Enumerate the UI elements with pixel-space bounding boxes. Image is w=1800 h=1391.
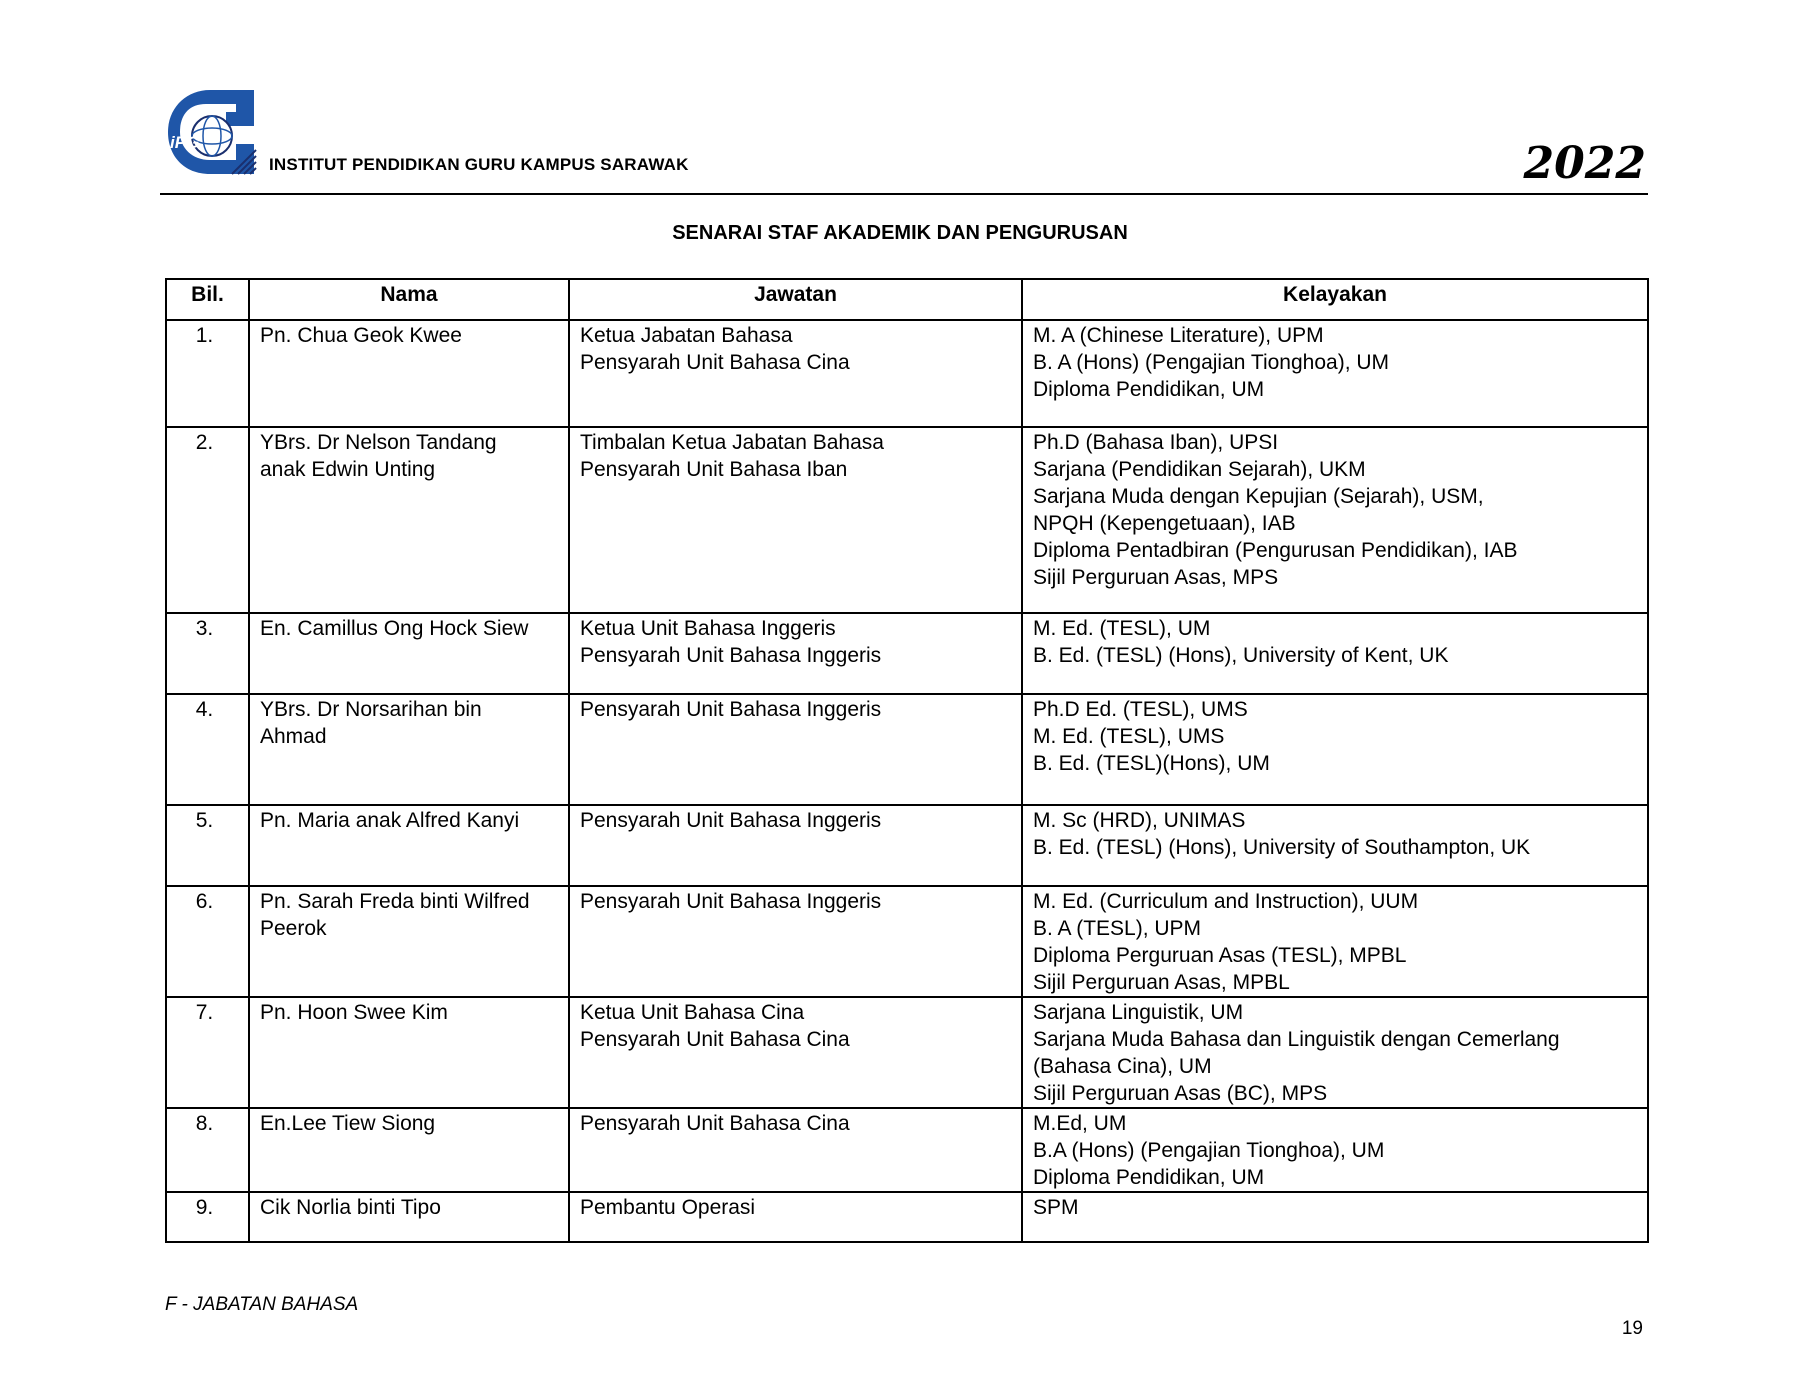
cell-kelayakan: M. Ed. (TESL), UM B. Ed. (TESL) (Hons), University of Kent, UK [1022, 613, 1648, 694]
cell-nama: Pn. Chua Geok Kwee [249, 320, 569, 427]
cell-bil: 4. [166, 694, 249, 805]
cell-jawatan: Pembantu Operasi [569, 1192, 1022, 1242]
header-bil: Bil. [166, 279, 249, 320]
cell-nama: En. Camillus Ong Hock Siew [249, 613, 569, 694]
cell-kelayakan: Sarjana Linguistik, UM Sarjana Muda Bahasa dan Linguistik dengan Cemerlang (Bahasa Cina), UM Sijil Perguruan Asas (BC), MPS [1022, 997, 1648, 1108]
cell-jawatan: Timbalan Ketua Jabatan Bahasa Pensyarah Unit Bahasa Iban [569, 427, 1022, 613]
cell-bil: 2. [166, 427, 249, 613]
table-row [166, 886, 1648, 997]
header-kelayakan: Kelayakan [1022, 279, 1648, 320]
table-row [166, 694, 1648, 805]
cell-bil: 9. [166, 1192, 249, 1242]
cell-jawatan: Pensyarah Unit Bahasa Inggeris [569, 805, 1022, 886]
cell-kelayakan: Ph.D (Bahasa Iban), UPSI Sarjana (Pendidikan Sejarah), UKM Sarjana Muda dengan Kepujian (Sejarah), USM, NPQH (Kepengetuaan), IAB Diploma Pentadbiran (Pengurusan Pendidikan), IAB Sijil Perguruan Asas, MPS [1022, 427, 1648, 613]
ipg-logo [166, 86, 258, 178]
page-title: SENARAI STAF AKADEMIK DAN PENGURUSAN [672, 222, 1128, 244]
cell-jawatan: Ketua Unit Bahasa Inggeris Pensyarah Unit Bahasa Inggeris [569, 613, 1022, 694]
table-row [166, 1108, 1648, 1192]
cell-nama: Pn. Maria anak Alfred Kanyi [249, 805, 569, 886]
table-row [166, 1192, 1648, 1242]
ipg-logo-graphic [166, 86, 258, 178]
header-jawatan: Jawatan [569, 279, 1022, 320]
institution-name: INSTITUT PENDIDIKAN GURU KAMPUS SARAWAK [269, 155, 689, 174]
cell-jawatan: Pensyarah Unit Bahasa Cina [569, 1108, 1022, 1192]
cell-jawatan: Ketua Jabatan Bahasa Pensyarah Unit Bahasa Cina [569, 320, 1022, 427]
cell-bil: 3. [166, 613, 249, 694]
footer-department: F - JABATAN BAHASA [165, 1294, 359, 1315]
cell-kelayakan: M.Ed, UM B.A (Hons) (Pengajian Tionghoa), UM Diploma Pendidikan, UM [1022, 1108, 1648, 1192]
header-nama: Nama [249, 279, 569, 320]
table-header-row [166, 279, 1648, 320]
cell-kelayakan: Ph.D Ed. (TESL), UMS M. Ed. (TESL), UMS B. Ed. (TESL)(Hons), UM [1022, 694, 1648, 805]
cell-bil: 5. [166, 805, 249, 886]
staff-table [165, 278, 1649, 1243]
cell-nama: En.Lee Tiew Siong [249, 1108, 569, 1192]
cell-nama: Pn. Sarah Freda binti Wilfred Peerok [249, 886, 569, 997]
cell-jawatan: Ketua Unit Bahasa Cina Pensyarah Unit Bahasa Cina [569, 997, 1022, 1108]
document-year: 2022 [1523, 138, 1646, 189]
cell-jawatan: Pensyarah Unit Bahasa Inggeris [569, 886, 1022, 997]
logo-text: iPG [170, 133, 200, 152]
cell-bil: 7. [166, 997, 249, 1108]
cell-jawatan: Pensyarah Unit Bahasa Inggeris [569, 694, 1022, 805]
page-number: 19 [1621, 1318, 1643, 1339]
cell-bil: 8. [166, 1108, 249, 1192]
table-row [166, 997, 1648, 1108]
table-row [166, 613, 1648, 694]
header-divider [160, 193, 1648, 195]
cell-bil: 1. [166, 320, 249, 427]
cell-kelayakan: M. Ed. (Curriculum and Instruction), UUM B. A (TESL), UPM Diploma Perguruan Asas (TESL), MPBL Sijil Perguruan Asas, MPBL [1022, 886, 1648, 997]
table-row [166, 805, 1648, 886]
cell-nama: Cik Norlia binti Tipo [249, 1192, 569, 1242]
cell-bil: 6. [166, 886, 249, 997]
cell-nama: Pn. Hoon Swee Kim [249, 997, 569, 1108]
cell-nama: YBrs. Dr Nelson Tandang anak Edwin Unting [249, 427, 569, 613]
cell-kelayakan: M. A (Chinese Literature), UPM B. A (Hons) (Pengajian Tionghoa), UM Diploma Pendidikan, UM [1022, 320, 1648, 427]
cell-kelayakan: M. Sc (HRD), UNIMAS B. Ed. (TESL) (Hons), University of Southampton, UK [1022, 805, 1648, 886]
cell-nama: YBrs. Dr Norsarihan bin Ahmad [249, 694, 569, 805]
table-row [166, 320, 1648, 427]
table-row [166, 427, 1648, 613]
cell-kelayakan: SPM [1022, 1192, 1648, 1242]
